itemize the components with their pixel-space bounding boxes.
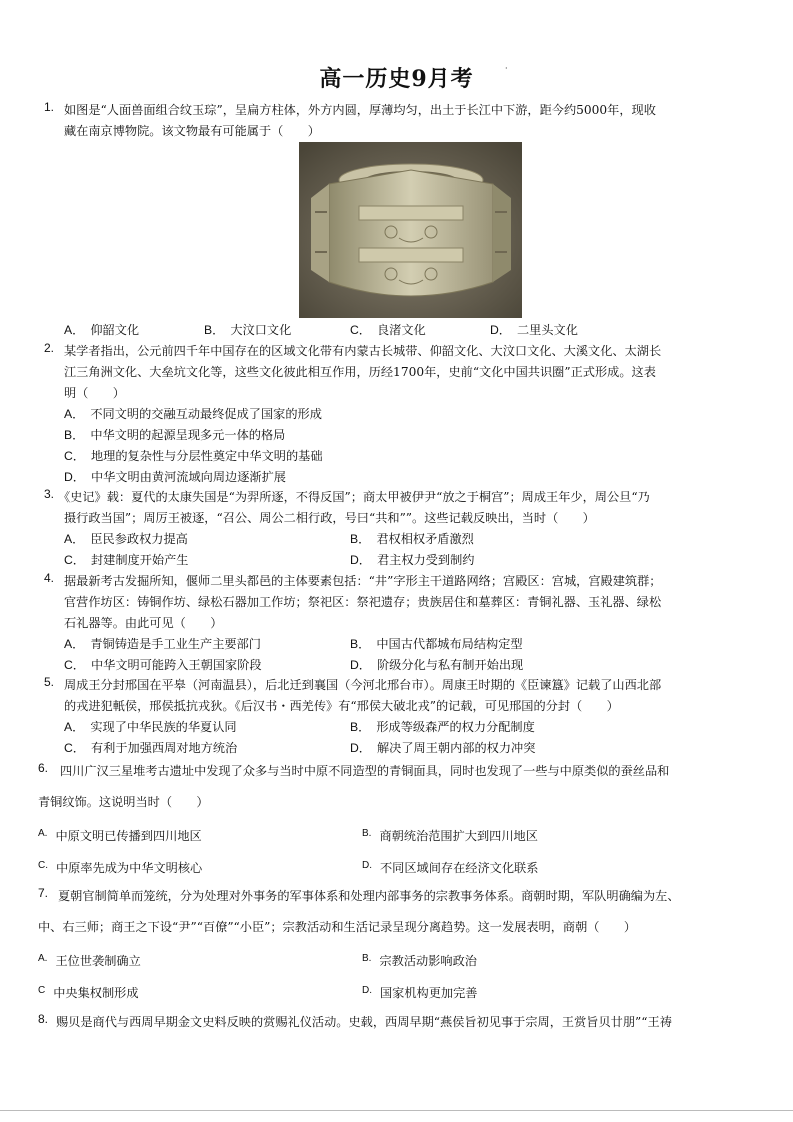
option-6d[interactable]: $^{D.}$ 不同区域间存在经济文化联系 — [362, 860, 539, 875]
option-4d[interactable]: D． 阶级分化与私有制开始出现 — [350, 658, 524, 672]
question-line: 明（ ） — [64, 386, 125, 400]
jade-cong-image — [299, 142, 522, 318]
question-line: 某学者指出，公元前四千年中国存在的区域文化带有内蒙古长城带、仰韶文化、大汶口文化、大溪文化、太湖长 — [64, 344, 662, 358]
option-5c[interactable]: C． 有利于加强西周对地方统治 — [64, 741, 238, 755]
option-4a[interactable]: A． 青铜铸造是手工业生产主要部门 — [64, 637, 261, 651]
question-number-4: 4. — [44, 571, 55, 585]
page-bottom-rule — [0, 1110, 793, 1111]
option-2c[interactable]: C． 地理的复杂性与分层性奠定中华文明的基础 — [64, 449, 323, 463]
question-line: 夏朝官制简单而笼统，分为处理对外事务的军事体系和处理内部事务的宗教事务体系。商朝时期，军队明确编为左、 — [58, 889, 680, 903]
question-2-text — [64, 341, 661, 404]
question-5-text — [64, 675, 661, 717]
question-line: 藏在南京博物院。该文物最有可能属于（ ） — [64, 124, 320, 138]
question-line: 官营作坊区：铸铜作坊、绿松石器加工作坊；祭祀区：祭祀遗存；贵族居住和墓葬区：青铜礼器、玉礼器、绿松 — [64, 595, 662, 609]
option-3b[interactable]: B． 君权相权矛盾激烈 — [350, 532, 474, 546]
question-4-text — [64, 571, 661, 634]
option-5a[interactable]: A． 实现了中华民族的华夏认同 — [64, 720, 237, 734]
option-1b[interactable]: B． 大汶口文化 — [204, 323, 292, 337]
option-3c[interactable]: C． 封建制度开始产生 — [64, 553, 189, 567]
option-1d[interactable]: D． 二里头文化 — [490, 323, 578, 337]
option-1a[interactable]: A． 仰韶文化 — [64, 323, 140, 337]
option-7a[interactable]: $^{A.}$ 王位世袭制确立 — [38, 953, 141, 968]
page-title: 高一历史9月考 — [319, 66, 474, 92]
question-line: 四川广汉三星堆考古遗址中发现了众多与当时中原不同造型的青铜面具，同时也发现了一些与中原类似的蚕丝品和 — [60, 764, 670, 778]
option-3d[interactable]: D． 君主权力受到制约 — [350, 553, 475, 567]
question-line: 石礼器等。由此可见（ ） — [64, 616, 223, 630]
option-3a[interactable]: A． 臣民参政权力提高 — [64, 532, 188, 546]
option-1c[interactable]: C． 良渚文化 — [350, 323, 426, 337]
option-5b[interactable]: B． 形成等级森严的权力分配制度 — [350, 720, 535, 734]
question-number-3: 3. — [44, 487, 55, 501]
option-2d[interactable]: D． 中华文明由黄河流域向周边逐渐扩展 — [64, 470, 286, 484]
question-3-text — [58, 487, 650, 529]
option-6b[interactable]: $^{B.}$ 商朝统治范围扩大到四川地区 — [362, 828, 538, 843]
option-6c[interactable]: $^{C.}$ 中原率先成为中华文明核心 — [38, 860, 203, 875]
question-line: 据最新考古发掘所知，偃师二里头都邑的主体要素包括：“井”字形主干道路网络；宫殿区：宫城，宫殿建筑群； — [64, 574, 662, 588]
question-number-5: 5. — [44, 675, 55, 689]
question-line: 摄行政当国”；周厉王被逐，“召公、周公二相行政，号曰“共和””。这些记载反映出，当时（ ） — [64, 511, 595, 525]
option-5d[interactable]: D． 解决了周王朝内部的权力冲突 — [350, 741, 536, 755]
option-2b[interactable]: B． 中华文明的起源呈现多元一体的格局 — [64, 428, 286, 442]
question-line: 周成王分封邢国在平皋（河南温县），后北迁到襄国（今河北邢台市）。周康王时期的《臣谏簋》记载了山西北部 — [64, 678, 662, 692]
question-1-text — [64, 100, 656, 142]
question-6-text-cont: 青铜纹饰。这说明当时（ ） — [38, 795, 209, 809]
stray-dot: · — [505, 64, 508, 73]
option-7c[interactable]: $^C$ 中央集权制形成 — [38, 985, 139, 1000]
question-number-7: 7. — [38, 886, 49, 900]
option-7b[interactable]: $^{B.}$ 宗教活动影响政治 — [362, 953, 477, 968]
question-8-text: 赐贝是商代与西周早期金文史料反映的赏赐礼仪活动。史载，西周早期“燕侯旨初见事于宗周，王赏旨贝廿朋”“王祷 — [56, 1015, 672, 1029]
option-7d[interactable]: $^{D.}$ 国家机构更加完善 — [362, 985, 478, 1000]
option-2a[interactable]: A． 不同文明的交融互动最终促成了国家的形成 — [64, 407, 322, 421]
question-number-2: 2. — [44, 341, 55, 355]
question-number-8: 8. — [38, 1012, 49, 1026]
question-number-1: 1. — [44, 100, 55, 114]
question-line: 《史记》载：夏代的太康失国是“为羿所逐，不得反国”；商太甲被伊尹“放之于桐宫”；周成王年少，周公旦“乃 — [58, 490, 650, 504]
question-line: 的戎进犯軝侯，邢侯抵抗戎狄。《后汉书・西羌传》有“邢侯大破北戎”的记载，可见邢国的分封（ ） — [64, 699, 619, 713]
option-6a[interactable]: $^{A.}$ 中原文明已传播到四川地区 — [38, 828, 202, 843]
question-line: 如图是“人面兽面组合纹玉琮”，呈扁方柱体，外方内圆，厚薄均匀，出土于长江中下游，距今约5000年，现收 — [64, 103, 656, 117]
question-line: 江三角洲文化、大垒坑文化等，这些文化彼此相互作用，历经1700年，史前“文化中国共识圈”正式形成。这表 — [64, 365, 656, 379]
question-6-text — [60, 761, 669, 782]
option-4b[interactable]: B． 中国古代都城布局结构定型 — [350, 637, 523, 651]
question-number-6: 6. — [38, 761, 49, 775]
option-4c[interactable]: C． 中华文明可能跨入王朝国家阶段 — [64, 658, 262, 672]
question-7-text-cont: 中、右三师；商王之下设“尹”“百僚”“小臣”；宗教活动和生活记录呈现分离趋势。这一发展表明，商朝（ ） — [38, 920, 637, 934]
question-7-text — [58, 886, 680, 907]
